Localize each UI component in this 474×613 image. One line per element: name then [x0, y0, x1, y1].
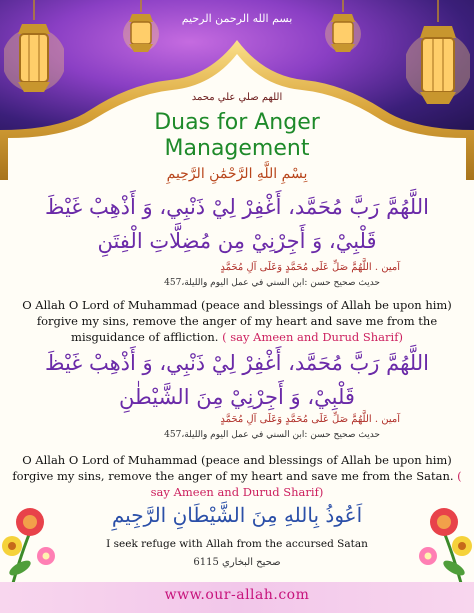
dua1-amen: آمين . اللَّهُمَّ صَلِّ عَلَى مُحَمَّدٍ وَعَلَى آلِ مُحَمَّدٍ [220, 262, 400, 273]
salawat-top: اللهم صلي علي محمد [191, 92, 283, 103]
dua2-note: ( say Ameen and Durud Sharif) [150, 469, 462, 499]
basmala-mid: بِسْمِ اللَّهِ الرَّحْمَٰنِ الرَّحِيمِ [166, 166, 308, 182]
dua2-arabic [30, 346, 444, 414]
dua2-amen: آمين . اللَّهُمَّ صَلِّ عَلَى مُحَمَّدٍ وَعَلَى آلِ مُحَمَّدٍ [220, 414, 400, 425]
dua2-hadith-reference: حديث صحيح حسن :ابن السني في عمل اليوم والليلة،457 [164, 430, 380, 440]
dua1-arabic-line-2: قَلْبِيْ، وَ أَجِرْنِيْ مِن مُضِلَّاتِ الْفِتَنِ [97, 229, 377, 253]
dua1-english-text: O Allah O Lord of Muhammad (peace and blessings of Allah be upon him) forgive my sins, remove the anger of my heart and save me from the misguidance of affliction. [22, 298, 452, 344]
dua1-arabic [30, 190, 444, 258]
taawwudh-english: I seek refuge with Allah from the accursed Satan [106, 538, 368, 550]
title-line-2: Management [164, 136, 310, 161]
dua1-note: ( say Ameen and Durud Sharif) [222, 330, 403, 344]
website-link[interactable]: www.our-allah.com [164, 587, 310, 603]
title-line-1: Duas for Anger [154, 110, 320, 135]
dua2-arabic-line-1: اللَّهُمَّ رَبَّ مُحَمَّد، أَغْفِرْ لِيْ ذَنْبِي، وَ أَذْهِبْ غَيْظَ [45, 351, 429, 375]
dua2-english-text: O Allah O Lord of Muhammad (peace and blessings of Allah be upon him) forgive my sins, remove the anger of my heart and save me from the Satan. [12, 453, 454, 483]
basmala-top: بسم الله الرحمن الرحيم [181, 12, 293, 25]
dua2-english [10, 452, 464, 500]
dua2-arabic-line-2: قَلْبِيْ، وَ أَجِرْنِيْ مِنَ الشَّيْطٰنِ [119, 385, 355, 409]
dua1-arabic-line-1: اللَّهُمَّ رَبَّ مُحَمَّد، أَغْفِرْ لِيْ ذَنْبِي، وَ أَذْهِبْ غَيْظَ [45, 195, 429, 219]
taawwudh-arabic: اَعُوذُ بِاللهِ مِنَ الشَّيْطَانِ الرَّجِيمِ [111, 503, 363, 527]
page-title [0, 110, 474, 162]
dua1-english [10, 297, 464, 345]
dua1-hadith-reference: حديث صحيح حسن :ابن السني في عمل اليوم والليلة،457 [164, 278, 380, 288]
taawwudh-source: صحيح البخاري 6115 [193, 557, 281, 568]
